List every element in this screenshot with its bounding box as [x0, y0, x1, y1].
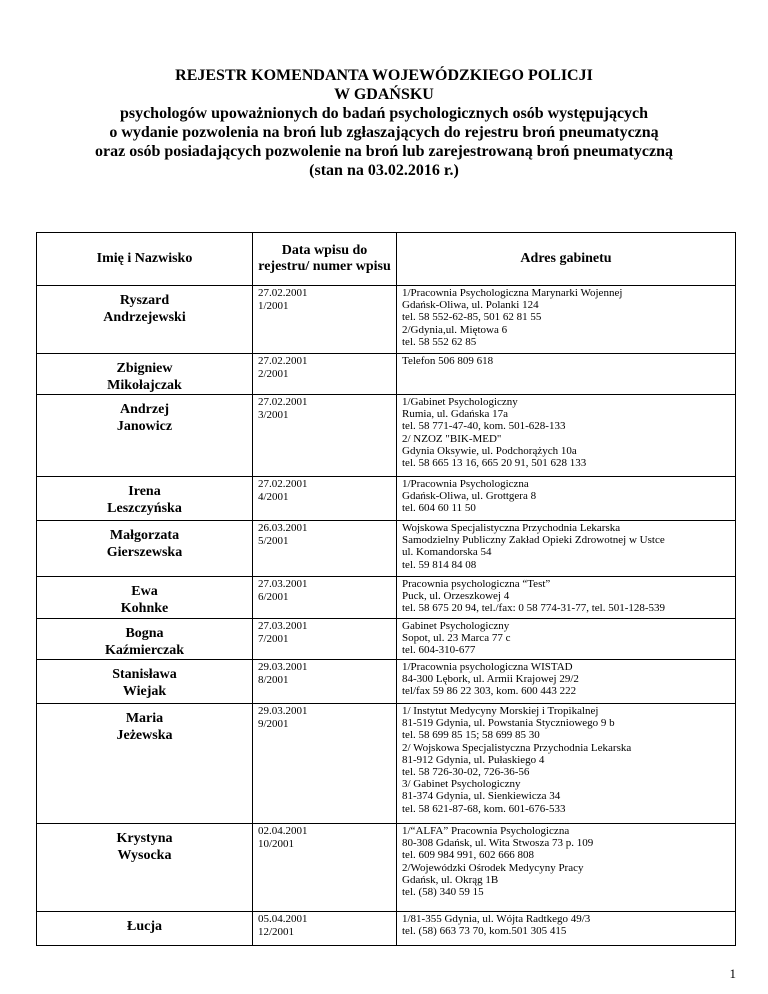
name-line: Irena — [128, 484, 161, 499]
name-line: Maria — [125, 711, 164, 726]
address-line: tel. 609 984 991, 602 666 808 — [402, 849, 534, 862]
date-line: 27.02.2001 — [258, 355, 308, 367]
document-title — [0, 66, 768, 180]
header-address: Adres gabinetu — [397, 233, 736, 286]
address-line: Gdynia Oksywie, ul. Podchorążych 10a — [402, 444, 577, 457]
address-line: 81-912 Gdynia, ul. Pułaskiego 4 — [402, 753, 545, 766]
table-row — [37, 477, 736, 521]
date-line: 7/2001 — [258, 633, 289, 645]
address-line: 2/Gdynia,ul. Miętowa 6 — [402, 323, 508, 336]
date-cell — [253, 577, 397, 619]
address-line: tel. 59 814 84 08 — [402, 558, 477, 571]
address-line: 1/“ALFA” Pracownia Psychologiczna — [402, 825, 570, 837]
register-table — [36, 232, 736, 946]
name-cell — [37, 824, 253, 912]
address-line: 84-300 Lębork, ul. Armii Krajowej 29/2 — [402, 673, 579, 686]
date-line: 05.04.2001 — [258, 913, 308, 925]
date-line: 9/2001 — [258, 718, 289, 730]
table-row — [37, 521, 736, 577]
name-line: Bogna — [125, 626, 164, 641]
address-line: 1/Pracownia Psychologiczna — [402, 478, 529, 490]
address-line: 2/ NZOZ "BIK-MED" — [402, 432, 502, 445]
date-line: 27.02.2001 — [258, 478, 308, 490]
address-line: 1/Gabinet Psychologiczny — [402, 396, 518, 408]
name-line: Małgorzata — [109, 528, 180, 543]
date-line: 27.02.2001 — [258, 287, 308, 299]
date-cell — [253, 477, 397, 521]
date-cell — [253, 912, 397, 946]
date-cell — [253, 619, 397, 660]
date-line: 29.03.2001 — [258, 661, 308, 673]
name-cell — [37, 912, 253, 946]
table-row — [37, 619, 736, 660]
name-line: Wiejak — [122, 684, 167, 699]
header-name: Imię i Nazwisko — [37, 233, 253, 286]
name-line: Kaźmierczak — [104, 643, 185, 658]
date-line: 6/2001 — [258, 591, 289, 603]
address-line: Gabinet Psychologiczny — [402, 620, 510, 632]
name-cell — [37, 286, 253, 354]
name-cell — [37, 395, 253, 477]
name-line: Kohnke — [120, 601, 169, 616]
date-line: 29.03.2001 — [258, 705, 308, 717]
address-line: 81-374 Gdynia, ul. Sienkiewicza 34 — [402, 790, 561, 803]
date-line: 3/2001 — [258, 409, 289, 421]
address-line: 2/Wojewódzki Ośrodek Medycyny Pracy — [402, 861, 584, 874]
name-cell — [37, 660, 253, 704]
address-line: Pracownia psychologiczna “Test” — [402, 578, 551, 590]
name-line: Zbigniew — [116, 361, 173, 376]
name-line: Gierszewska — [106, 545, 183, 560]
date-line: 26.03.2001 — [258, 522, 308, 534]
table-row — [37, 395, 736, 477]
name-cell — [37, 477, 253, 521]
title-line: W GDAŃSKU — [334, 86, 434, 103]
name-cell — [37, 577, 253, 619]
name-cell — [37, 521, 253, 577]
address-line: tel. 604-310-677 — [402, 644, 476, 657]
date-cell — [253, 521, 397, 577]
page-number: 1 — [729, 966, 736, 981]
date-cell — [253, 354, 397, 395]
address-cell — [397, 354, 736, 395]
date-line: 02.04.2001 — [258, 825, 308, 837]
name-line: Łucja — [127, 919, 162, 934]
address-cell — [397, 477, 736, 521]
date-cell — [253, 824, 397, 912]
date-cell — [253, 395, 397, 477]
title-line: o wydanie pozwolenia na broń lub zgłaszających do rejestru broń pneumatyczną — [109, 124, 659, 141]
table-row — [37, 354, 736, 395]
table-row — [37, 912, 736, 946]
date-line: 27.03.2001 — [258, 578, 308, 590]
name-line: Stanisława — [112, 667, 177, 682]
name-line: Ewa — [131, 584, 158, 599]
address-line: 81-519 Gdynia, ul. Powstania Styczniowego 9 b — [402, 717, 615, 730]
date-line: 4/2001 — [258, 491, 289, 503]
date-line: 27.03.2001 — [258, 620, 308, 632]
title-line: (stan na 03.02.2016 r.) — [309, 162, 459, 179]
name-cell — [37, 704, 253, 824]
name-line: Mikołajczak — [107, 378, 182, 393]
name-line: Andrzejewski — [103, 310, 186, 325]
address-line: tel. 58 675 20 94, tel./fax: 0 58 774-31-77, tel. 501-128-539 — [402, 602, 666, 615]
address-cell — [397, 619, 736, 660]
address-cell — [397, 824, 736, 912]
name-line: Wysocka — [117, 848, 172, 863]
table-row — [37, 286, 736, 354]
title-line: REJESTR KOMENDANTA WOJEWÓDZKIEGO POLICJI — [175, 67, 593, 84]
table-body — [37, 286, 736, 946]
address-line: tel. 58 665 13 16, 665 20 91, 501 628 133 — [402, 457, 587, 470]
date-cell — [253, 660, 397, 704]
name-line: Leszczyńska — [107, 501, 182, 516]
address-line: 80-308 Gdańsk, ul. Wita Stwosza 73 p. 109 — [402, 837, 594, 850]
date-line: 1/2001 — [258, 300, 289, 312]
address-cell — [397, 286, 736, 354]
table-row — [37, 577, 736, 619]
address-line: tel. 58 552 62 85 — [402, 335, 477, 348]
address-cell — [397, 395, 736, 477]
title-line: oraz osób posiadających pozwolenie na broń lub zarejestrowaną broń pneumatyczną — [95, 143, 673, 160]
address-cell — [397, 660, 736, 704]
date-line: 2/2001 — [258, 368, 289, 380]
table-header-row — [37, 233, 736, 286]
date-line: 5/2001 — [258, 535, 289, 547]
address-line: 1/81-355 Gdynia, ul. Wójta Radtkego 49/3 — [402, 913, 591, 925]
address-line: tel. 58 771-47-40, kom. 501-628-133 — [402, 420, 566, 433]
name-line: Ryszard — [119, 293, 170, 308]
name-cell — [37, 354, 253, 395]
address-line: 1/ Instytut Medycyny Morskiej i Tropikalnej — [402, 705, 599, 717]
address-line: 2/ Wojskowa Specjalistyczna Przychodnia Lekarska — [402, 741, 632, 754]
address-line: Telefon 506 809 618 — [402, 355, 494, 367]
address-cell — [397, 521, 736, 577]
name-line: Andrzej — [120, 402, 169, 417]
address-line: Gdańsk-Oliwa, ul. Polanki 124 — [402, 299, 539, 312]
name-line: Janowicz — [116, 419, 173, 434]
address-line: 1/Pracownia psychologiczna WISTAD — [402, 661, 573, 673]
address-line: 3/ Gabinet Psychologiczny — [402, 778, 521, 791]
date-cell — [253, 704, 397, 824]
address-line: tel/fax 59 86 22 303, kom. 600 443 222 — [402, 685, 577, 698]
title-line: psychologów upoważnionych do badań psychologicznych osób występujących — [119, 105, 649, 122]
address-line: tel. 58 726-30-02, 726-36-56 — [402, 766, 530, 779]
name-line: Jeżewska — [116, 728, 173, 743]
address-line: tel. 58 552-62-85, 501 62 81 55 — [402, 311, 542, 324]
address-line: Samodzielny Publiczny Zakład Opieki Zdrowotnej w Ustce — [402, 534, 665, 547]
date-line: 12/2001 — [258, 926, 295, 938]
address-cell — [397, 577, 736, 619]
date-line: 27.02.2001 — [258, 396, 308, 408]
address-line: tel. (58) 663 73 70, kom.501 305 415 — [402, 925, 567, 938]
address-line: tel. 58 699 85 15; 58 699 85 30 — [402, 729, 540, 742]
address-line: Rumia, ul. Gdańska 17a — [402, 408, 509, 421]
date-cell — [253, 286, 397, 354]
address-cell — [397, 912, 736, 946]
address-line: Puck, ul. Orzeszkowej 4 — [402, 590, 510, 603]
address-line: Wojskowa Specjalistyczna Przychodnia Lekarska — [402, 522, 621, 534]
address-line: Gdańsk-Oliwa, ul. Grottgera 8 — [402, 490, 537, 503]
address-line: 1/Pracownia Psychologiczna Marynarki Wojennej — [402, 287, 623, 299]
address-line: tel. 58 621-87-68, kom. 601-676-533 — [402, 802, 566, 815]
header-date: Data wpisu do rejestru/ numer wpisu — [253, 233, 397, 286]
address-line: ul. Komandorska 54 — [402, 546, 492, 559]
table-row — [37, 660, 736, 704]
date-line: 10/2001 — [258, 838, 295, 850]
address-line: Sopot, ul. 23 Marca 77 c — [402, 632, 511, 645]
name-cell — [37, 619, 253, 660]
address-cell — [397, 704, 736, 824]
address-line: tel. 604 60 11 50 — [402, 502, 476, 515]
table-row — [37, 824, 736, 912]
name-line: Krystyna — [116, 831, 173, 846]
address-line: tel. (58) 340 59 15 — [402, 886, 484, 899]
date-line: 8/2001 — [258, 674, 289, 686]
address-line: Gdańsk, ul. Okrąg 1B — [402, 873, 499, 886]
table-row — [37, 704, 736, 824]
